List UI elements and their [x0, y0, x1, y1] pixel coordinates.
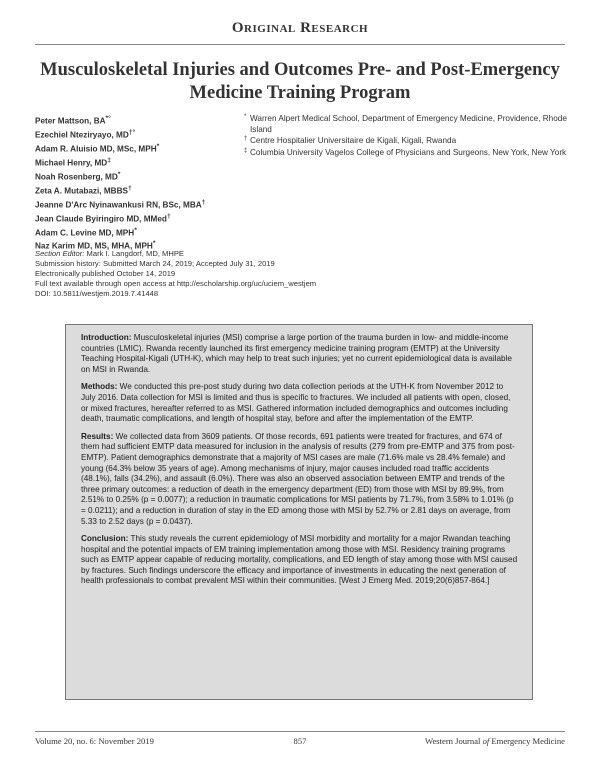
section-editor: Section Editor: Mark I. Langdorf, MD, MHPE: [35, 249, 184, 258]
full-text-link[interactable]: Full text available through open access at http://escholarship.org/uc/uciem_westjem: [35, 279, 317, 288]
article-meta: [35, 249, 565, 299]
abstract-conclusion: Conclusion: This study reveals the current epidemiology of MSI morbidity and mortality for a major Rwandan teaching hospital and the potential impacts of EM training implementation among those with MSI. Residency training programs such as EMTP appear capable of reducing mortality, complications, and ED length of stay among those with MSI caused by fractures. Such findings underscore the efficacy and importance of investments in educating the next generation of health professionals to combat prevalent MSI within their communities. [West J Emerg Med. 2019;20(6)857-864.]: [81, 534, 518, 586]
author: Noah Rosenberg, MD*: [35, 170, 121, 182]
author: Naz Karim MD, MS, MHA, MPH*: [35, 240, 156, 252]
author: Zeta A. Mutabazi, MBBS†: [35, 184, 132, 196]
journal-name: Western Journal of Emergency Medicine: [425, 736, 565, 746]
affiliation: ‡ Columbia University Vagelos College of Physicians and Surgeons, New York, New York: [244, 147, 567, 157]
abstract-methods: Methods: We conducted this pre-post study during two data collection periods at the UTH-K from November 2012 to July 2016. Data collection for MSI is limited and thus is specific to fractures. We included all patients with open, closed, or mixed fractures, hereafter referred to as MSI. Gathered information included demographics and outcomes including death, traumatic complications, and length of hospital stay, before and after the implementation of the EMTP.: [81, 382, 511, 424]
author: Peter Mattson, BA*°: [35, 115, 111, 126]
author: Ezechiel Nteziryayo, MD†°: [35, 128, 136, 140]
affiliation-list: [244, 113, 574, 158]
volume-info: Volume 20, no. 6: November 2019: [35, 736, 154, 746]
footer-divider: [35, 731, 565, 732]
article-title: Musculoskeletal Injuries and Outcomes Pre- and Post-Emergency Medicine Training Program: [40, 60, 560, 103]
abstract-introduction: Introduction: Musculoskeletal injuries (MSI) comprise a large portion of the trauma burden in low- and middle-income countries (LMIC). Rwanda recently launched its first emergency medicine training program (EMTP) at the University Teaching Hospital-Kigali (UTH-K), which may help to treat such injuries; yet no current epidemiological data is available on MSI in Rwanda.: [81, 333, 512, 374]
author: Adam R. Aluisio MD, MSc, MPH*: [35, 142, 160, 154]
author: Adam C. Levine MD, MPH*: [35, 226, 137, 238]
affiliation: * Warren Alpert Medical School, Department of Emergency Medicine, Providence, Rhode Island: [244, 114, 567, 135]
abstract-box: [65, 324, 533, 700]
submission-history: Submission history: Submitted March 24, 2019; Accepted July 31, 2019: [35, 259, 275, 268]
doi-link[interactable]: DOI: 10.5811/westjem.2019.7.41448: [35, 289, 159, 298]
page-number: 857: [293, 736, 307, 746]
author: Michael Henry, MD‡: [35, 156, 111, 168]
published-date: Electronically published October 14, 2019: [35, 269, 176, 278]
affiliation: † Centre Hospitalier Universitaire de Kigali, Kigali, Rwanda: [244, 136, 457, 146]
author-list: [35, 113, 245, 252]
author: Jean Claude Byiringiro MD, MMed†: [35, 212, 171, 224]
abstract-results: Results: We collected data from 3609 patients. Of those records, 691 patients were treated for fractures, and 674 of them had sufficient EMTP data measured for inclusion in the analysis of results (279 from pre-EMTP and 375 from post-EMTP). Patient demographics demonstrate that a majority of MSI cases are male (71.6% male vs 28.4% female) and young (64.3% below 35 years of age). Among mechanisms of injury, major causes included road traffic accidents (48.1%), falls (34.2%), and assault (6.0%). There was also an observed association between EMTP and trends of the three primary outcomes: a reduction of death in the emergency department (ED) from those with MSI by 89.9%, from 2.51% to 0.25% (p = 0.0077); a reduction in traumatic complications for MSI patients by 71.7%, from 3.58% to 1.01% (p = 0.0211); and a reduction in duration of stay in the ED among those with MSI by 52.7% or 2.81 days on average, from 5.33 to 2.52 days (p = 0.0437).: [81, 431, 515, 526]
section-label: Original Research: [231, 20, 369, 36]
author: Jeanne D'Arc Nyinawankusi RN, BSc, MBA†: [35, 198, 206, 210]
header-divider: [35, 44, 565, 45]
page-footer: [35, 736, 565, 750]
